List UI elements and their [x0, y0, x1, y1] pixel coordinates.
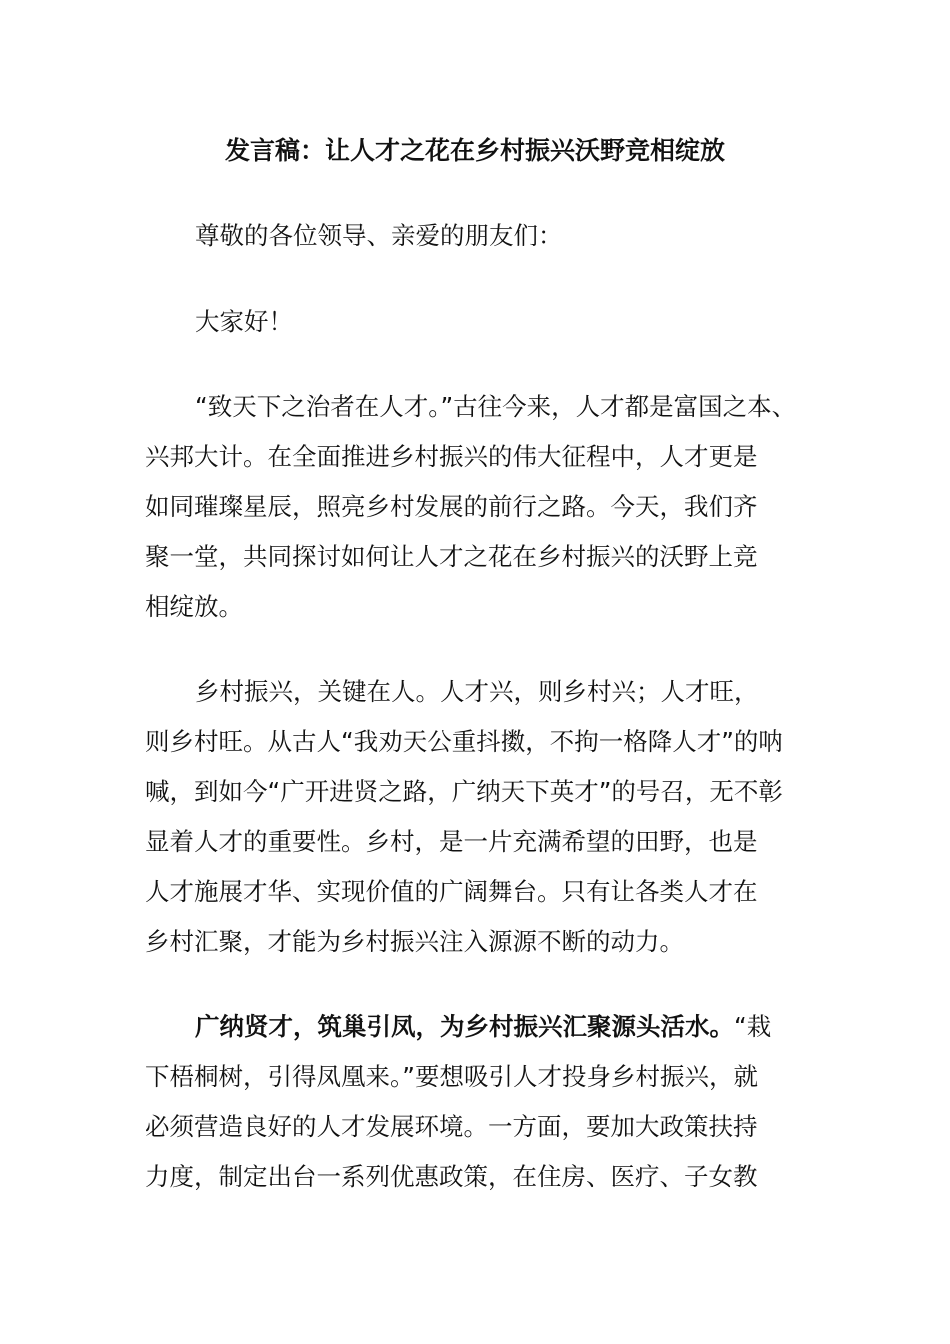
paragraph-2-line-4: 显着人才的重要性。乡村，是一片充满希望的田野，也是 — [145, 827, 758, 856]
paragraph-1-line-5: 相绽放。 — [145, 592, 243, 621]
paragraph-1-line-2: 兴邦大计。在全面推进乡村振兴的伟大征程中，人才更是 — [145, 442, 758, 471]
paragraph-3-lead-rest: “栽 — [734, 1012, 772, 1041]
paragraph-2-line-5: 人才施展才华、实现价值的广阔舞台。只有让各类人才在 — [145, 877, 758, 906]
paragraph-3-line-2: 下梧桐树，引得凤凰来。”要想吸引人才投身乡村振兴，就 — [145, 1062, 758, 1091]
document-title: 发言稿：让人才之花在乡村振兴沃野竞相绽放 — [224, 136, 725, 165]
paragraph-2-line-3: 喊，到如今“广开进贤之路，广纳天下英才”的号召，无不彰 — [145, 777, 783, 806]
paragraph-3-line-4: 力度，制定出台一系列优惠政策，在住房、医疗、子女教 — [145, 1162, 758, 1191]
paragraph-1-line-3: 如同璀璨星辰，照亮乡村发展的前行之路。今天，我们齐 — [145, 492, 758, 521]
paragraph-2-line-6: 乡村汇聚，才能为乡村振兴注入源源不断的动力。 — [145, 927, 684, 956]
paragraph-3-line-1 — [195, 1010, 771, 1044]
paragraph-2-line-2: 则乡村旺。从古人“我劝天公重抖擞，不拘一格降人才”的呐 — [145, 727, 783, 756]
paragraph-2-line-1: 乡村振兴，关键在人。人才兴，则乡村兴；人才旺， — [195, 677, 759, 706]
paragraph-3-lead-heading: 广纳贤才，筑巢引凤，为乡村振兴汇聚源头活水。 — [195, 1012, 734, 1041]
paragraph-1-line-4: 聚一堂，共同探讨如何让人才之花在乡村振兴的沃野上竞 — [145, 542, 758, 571]
salutation: 尊敬的各位领导、亲爱的朋友们： — [195, 221, 563, 250]
paragraph-3-line-3: 必须营造良好的人才发展环境。一方面，要加大政策扶持 — [145, 1112, 758, 1141]
paragraph-1-line-1: “致天下之治者在人才。”古往今来，人才都是富国之本、 — [195, 392, 797, 421]
greeting: 大家好！ — [195, 307, 293, 336]
